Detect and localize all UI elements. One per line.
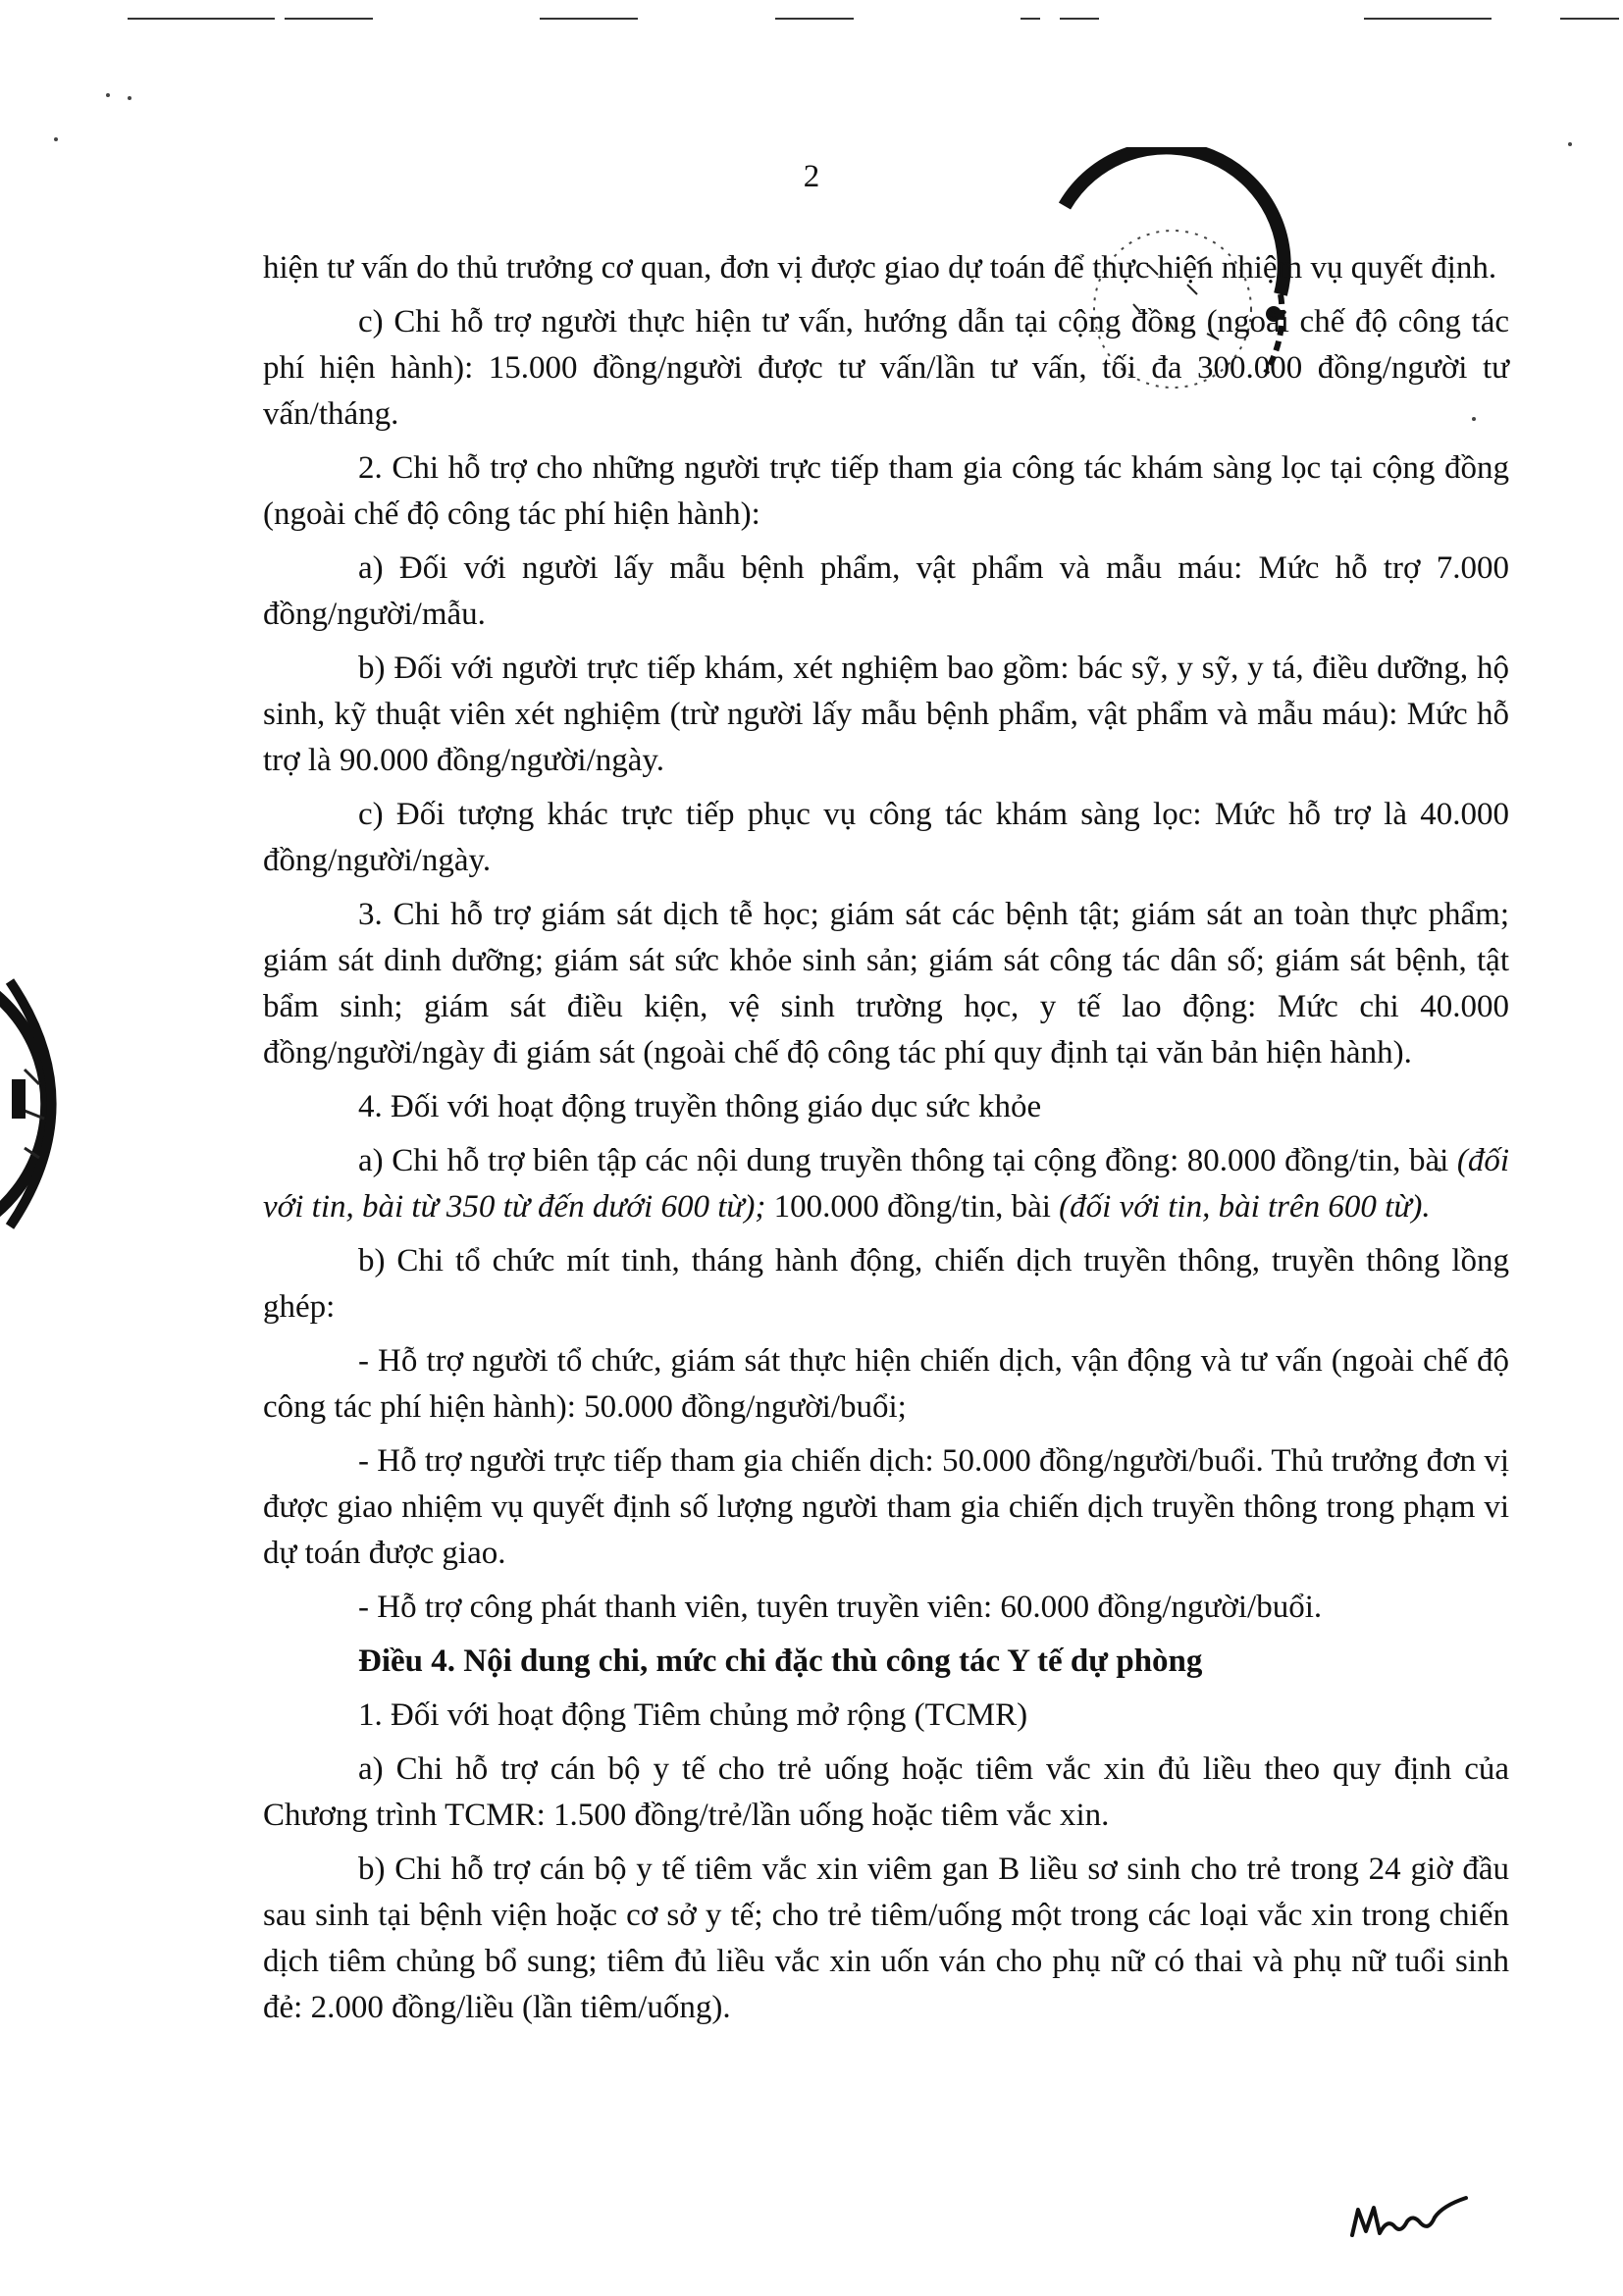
paragraph-text: a) Chi hỗ trợ biên tập các nội dung truyền thông tại cộng đồng: 80.000 đồng/tin, bài xyxy=(358,1143,1457,1178)
section-heading: 4. Đối với hoạt động truyền thông giáo dục sức khỏe xyxy=(358,1089,1042,1124)
paragraph: b) Chi tổ chức mít tinh, tháng hành động, chiến dịch truyền thông, truyền thông lồng ghép: xyxy=(263,1243,1509,1325)
paragraph: hiện tư vấn do thủ trưởng cơ quan, đơn vị được giao dự toán để thực hiện nhiệm vụ quyết định. xyxy=(263,250,1497,286)
handwritten-initials xyxy=(1344,2188,1472,2247)
list-item: - Hỗ trợ người tổ chức, giám sát thực hiện chiến dịch, vận động và tư vấn (ngoài chế độ công tác phí hiện hành): 50.000 đồng/người/buổi; xyxy=(263,1343,1509,1425)
section-heading: 1. Đối với hoạt động Tiêm chủng mở rộng (TCMR) xyxy=(358,1697,1028,1733)
paragraph: c) Đối tượng khác trực tiếp phục vụ công tác khám sàng lọc: Mức hỗ trợ là 40.000 đồng/người/ngày. xyxy=(263,797,1509,878)
paragraph: c) Chi hỗ trợ người thực hiện tư vấn, hướng dẫn tại cộng đồng (ngoài chế độ công tác phí hiện hành): 15.000 đồng/người được tư vấn/lần tư vấn, tối đa 300.000 đồng/người tư vấn/tháng. xyxy=(263,304,1509,432)
paragraph xyxy=(263,1138,1509,1230)
paragraph: 2. Chi hỗ trợ cho những người trực tiếp tham gia công tác khám sàng lọc tại cộng đồng (ngoài chế độ công tác phí hiện hành): xyxy=(263,450,1509,532)
top-scan-lines xyxy=(0,18,1623,24)
paragraph: 3. Chi hỗ trợ giám sát dịch tễ học; giám sát các bệnh tật; giám sát an toàn thực phẩm; giám sát dinh dưỡng; giám sát sức khỏe sinh sản; giám sát công tác dân số; giám sát bệnh, tật bẩm sinh; giám sát điều kiện, vệ sinh trường học, y tế lao động: Mức chi 40.000 đồng/người/ngày đi giám sát (ngoài chế độ công tác phí quy định tại văn bản hiện hành). xyxy=(263,897,1509,1070)
article-heading: Điều 4. Nội dung chi, mức chi đặc thù công tác Y tế dự phòng xyxy=(358,1644,1203,1679)
scan-speck xyxy=(128,96,131,100)
italic-note: (đối với tin, bài trên 600 từ). xyxy=(1059,1189,1431,1225)
paragraph: a) Đối với người lấy mẫu bệnh phẩm, vật phẩm và mẫu máu: Mức hỗ trợ 7.000 đồng/người/mẫu. xyxy=(263,550,1509,632)
paragraph-text: 100.000 đồng/tin, bài xyxy=(765,1189,1060,1225)
italic-note: (đối với tin, bài từ 350 từ đến dưới 600 từ); xyxy=(263,1143,1509,1225)
official-stamp-left-edge xyxy=(0,962,108,1246)
scan-speck xyxy=(106,93,110,97)
scan-speck xyxy=(1568,142,1572,146)
paragraph: b) Chi hỗ trợ cán bộ y tế tiêm vắc xin viêm gan B liều sơ sinh cho trẻ trong 24 giờ đầu sau sinh tại bệnh viện hoặc cơ sở y tế; cho trẻ tiêm/uống một trong các loại vắc xin trong chiến dịch tiêm chủng bổ sung; tiêm đủ liều vắc xin uốn ván cho phụ nữ có thai và phụ nữ tuổi sinh đẻ: 2.000 đồng/liều (lần tiêm/uống). xyxy=(263,1852,1509,2025)
paragraph: a) Chi hỗ trợ cán bộ y tế cho trẻ uống hoặc tiêm vắc xin đủ liều theo quy định của Chương trình TCMR: 1.500 đồng/trẻ/lần uống hoặc tiêm vắc xin. xyxy=(263,1751,1509,1833)
document-body xyxy=(263,245,1509,2039)
list-item: - Hỗ trợ người trực tiếp tham gia chiến dịch: 50.000 đồng/người/buổi. Thủ trưởng đơn vị được giao nhiệm vụ quyết định số lượng người tham gia chiến dịch truyền thông trong phạm vi dự toán được giao. xyxy=(263,1443,1509,1571)
list-item: - Hỗ trợ công phát thanh viên, tuyên truyền viên: 60.000 đồng/người/buổi. xyxy=(358,1590,1323,1625)
page-number: 2 xyxy=(803,159,820,194)
paragraph: b) Đối với người trực tiếp khám, xét nghiệm bao gồm: bác sỹ, y sỹ, y tá, điều dưỡng, hộ sinh, kỹ thuật viên xét nghiệm (trừ người lấy mẫu bệnh phẩm, vật phẩm và mẫu máu): Mức hỗ trợ là 90.000 đồng/người/ngày. xyxy=(263,651,1509,778)
scan-speck xyxy=(54,137,58,141)
